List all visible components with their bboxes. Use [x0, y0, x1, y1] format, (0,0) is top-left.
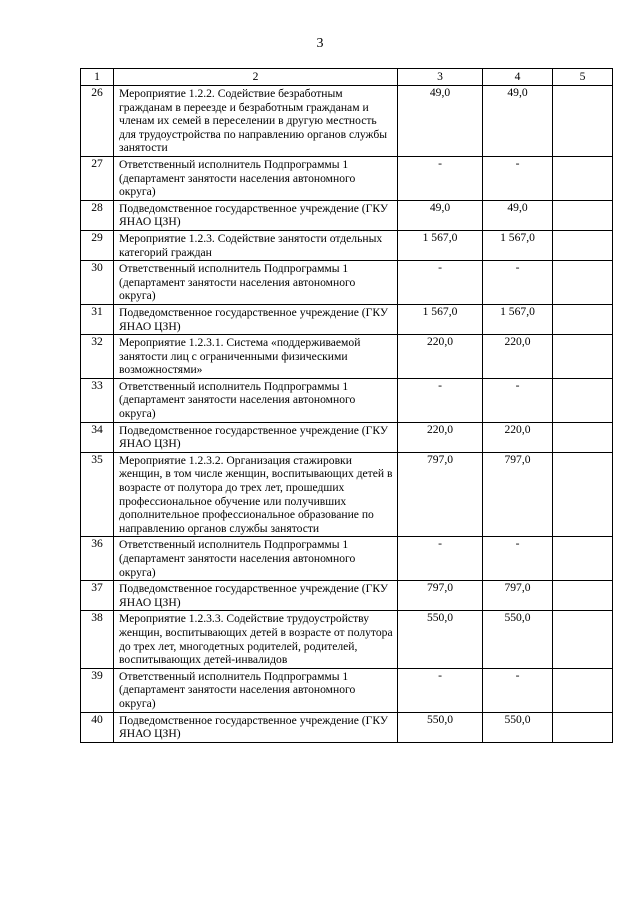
row-value-col4: 797,0	[483, 581, 553, 611]
table-row	[81, 581, 613, 611]
row-number: 35	[81, 452, 114, 537]
row-number: 34	[81, 422, 114, 452]
row-number: 26	[81, 86, 114, 157]
row-value-col5	[553, 200, 613, 230]
row-name: Подведомственное государственное учреждение (ГКУ ЯНАО ЦЗН)	[114, 581, 398, 611]
table-row	[81, 452, 613, 537]
row-number: 39	[81, 668, 114, 712]
row-value-col4: -	[483, 537, 553, 581]
row-number: 40	[81, 712, 114, 742]
row-number: 37	[81, 581, 114, 611]
row-number: 27	[81, 156, 114, 200]
row-value-col5	[553, 230, 613, 260]
row-value-col5	[553, 668, 613, 712]
row-value-col4: -	[483, 156, 553, 200]
header-col-4: 4	[483, 69, 553, 86]
row-name: Мероприятие 1.2.3.1. Система «поддерживаемой занятости лиц с ограниченными физическими возможностями»	[114, 335, 398, 379]
row-value-col4: 1 567,0	[483, 304, 553, 334]
row-name: Ответственный исполнитель Подпрограммы 1 (департамент занятости населения автономного округа)	[114, 261, 398, 305]
table-row	[81, 86, 613, 157]
row-number: 29	[81, 230, 114, 260]
row-value-col4: 550,0	[483, 611, 553, 668]
table-row	[81, 335, 613, 379]
row-value-col4: 220,0	[483, 422, 553, 452]
row-value-col3: 797,0	[398, 581, 483, 611]
row-value-col5	[553, 611, 613, 668]
row-value-col3: 797,0	[398, 452, 483, 537]
row-name: Мероприятие 1.2.3.3. Содействие трудоустройству женщин, воспитывающих детей в возрасте от полутора до трех лет, многодетных родителей, родителей, воспитывающих детей-инвалидов	[114, 611, 398, 668]
row-value-col3: -	[398, 261, 483, 305]
row-value-col3: 1 567,0	[398, 304, 483, 334]
row-name: Мероприятие 1.2.2. Содействие безработным гражданам в переезде и безработным гражданам и членам их семей в переселении в другую местность для трудоустройства по направлению органов службы занятости	[114, 86, 398, 157]
header-col-1: 1	[81, 69, 114, 86]
row-value-col3: -	[398, 537, 483, 581]
table-row	[81, 230, 613, 260]
row-value-col5	[553, 537, 613, 581]
row-value-col3: 220,0	[398, 335, 483, 379]
table-row	[81, 156, 613, 200]
row-value-col4: -	[483, 261, 553, 305]
row-value-col3: 49,0	[398, 200, 483, 230]
row-name: Ответственный исполнитель Подпрограммы 1 (департамент занятости населения автономного округа)	[114, 156, 398, 200]
row-value-col3: 550,0	[398, 611, 483, 668]
header-col-3: 3	[398, 69, 483, 86]
row-value-col4: -	[483, 668, 553, 712]
row-value-col3: 1 567,0	[398, 230, 483, 260]
table-row	[81, 712, 613, 742]
row-number: 31	[81, 304, 114, 334]
row-value-col3: -	[398, 668, 483, 712]
row-value-col4: 220,0	[483, 335, 553, 379]
table-row	[81, 537, 613, 581]
row-value-col4: 49,0	[483, 86, 553, 157]
row-number: 30	[81, 261, 114, 305]
row-number: 33	[81, 378, 114, 422]
row-number: 38	[81, 611, 114, 668]
row-value-col5	[553, 422, 613, 452]
row-value-col3: 550,0	[398, 712, 483, 742]
row-value-col3: -	[398, 156, 483, 200]
table-row	[81, 611, 613, 668]
row-value-col3: 220,0	[398, 422, 483, 452]
row-value-col5	[553, 304, 613, 334]
row-name: Подведомственное государственное учреждение (ГКУ ЯНАО ЦЗН)	[114, 712, 398, 742]
table-row	[81, 668, 613, 712]
row-name: Подведомственное государственное учреждение (ГКУ ЯНАО ЦЗН)	[114, 304, 398, 334]
row-name: Подведомственное государственное учреждение (ГКУ ЯНАО ЦЗН)	[114, 422, 398, 452]
row-name: Мероприятие 1.2.3. Содействие занятости отдельных категорий граждан	[114, 230, 398, 260]
table-row	[81, 378, 613, 422]
row-value-col4: 550,0	[483, 712, 553, 742]
row-name: Подведомственное государственное учреждение (ГКУ ЯНАО ЦЗН)	[114, 200, 398, 230]
row-number: 36	[81, 537, 114, 581]
row-value-col5	[553, 581, 613, 611]
row-value-col4: 49,0	[483, 200, 553, 230]
row-value-col4: -	[483, 378, 553, 422]
table-header-row	[81, 69, 613, 86]
row-name: Ответственный исполнитель Подпрограммы 1 (департамент занятости населения автономного округа)	[114, 668, 398, 712]
table-row	[81, 200, 613, 230]
row-value-col5	[553, 156, 613, 200]
row-value-col5	[553, 335, 613, 379]
table-row	[81, 422, 613, 452]
row-value-col4: 1 567,0	[483, 230, 553, 260]
row-value-col5	[553, 452, 613, 537]
page-number: 3	[316, 36, 324, 51]
program-table	[80, 68, 613, 743]
row-value-col5	[553, 86, 613, 157]
row-value-col4: 797,0	[483, 452, 553, 537]
row-name: Мероприятие 1.2.3.2. Организация стажировки женщин, в том числе женщин, воспитывающих детей в возрасте от полутора до трех лет, прошедших профессиональное обучение или получивших дополнительное профессиональное образование по направлению органов службы занятости	[114, 452, 398, 537]
row-value-col3: 49,0	[398, 86, 483, 157]
row-value-col5	[553, 378, 613, 422]
row-number: 32	[81, 335, 114, 379]
table-row	[81, 304, 613, 334]
row-number: 28	[81, 200, 114, 230]
header-col-5: 5	[553, 69, 613, 86]
row-value-col5	[553, 712, 613, 742]
header-col-2: 2	[114, 69, 398, 86]
row-value-col5	[553, 261, 613, 305]
row-value-col3: -	[398, 378, 483, 422]
row-name: Ответственный исполнитель Подпрограммы 1 (департамент занятости населения автономного округа)	[114, 537, 398, 581]
table-row	[81, 261, 613, 305]
row-name: Ответственный исполнитель Подпрограммы 1 (департамент занятости населения автономного округа)	[114, 378, 398, 422]
